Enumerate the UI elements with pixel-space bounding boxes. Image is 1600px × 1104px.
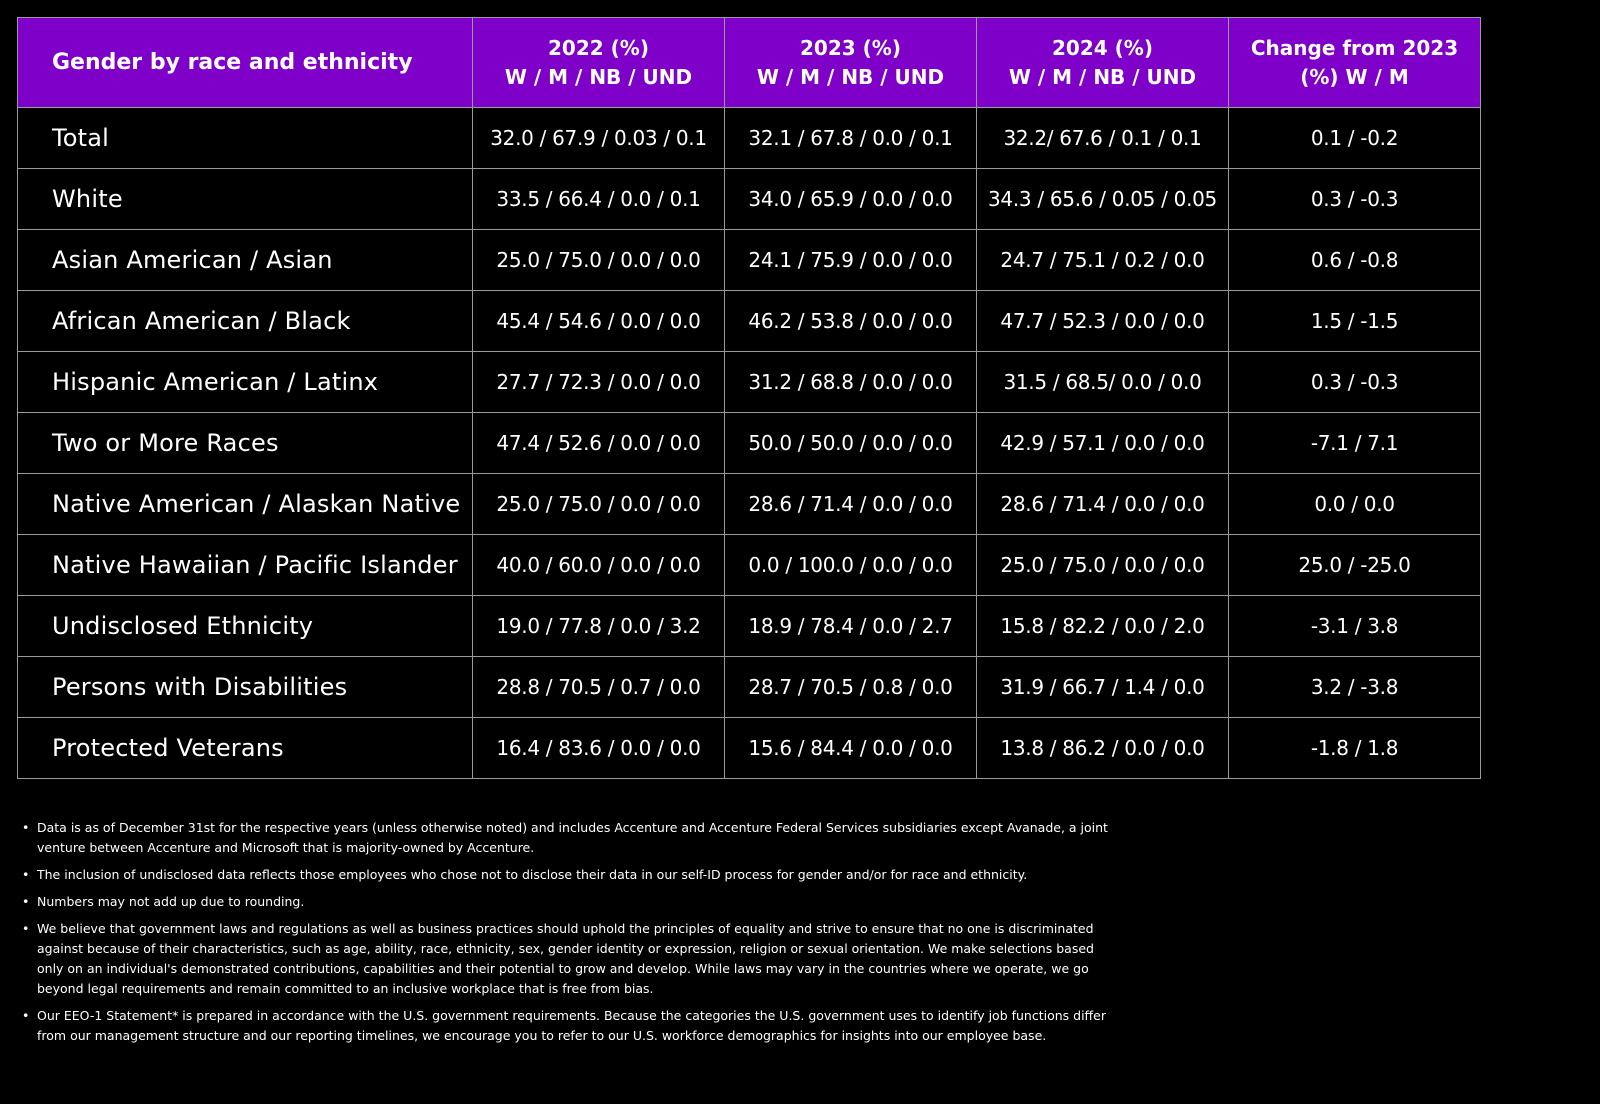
table-row bbox=[18, 169, 1481, 230]
demographics-table-container bbox=[17, 17, 1480, 779]
header-2023-year: 2023 (%) bbox=[800, 35, 901, 60]
cell-2024: 42.9 / 57.1 / 0.0 / 0.0 bbox=[977, 413, 1229, 474]
cell-2024: 28.6 / 71.4 / 0.0 / 0.0 bbox=[977, 474, 1229, 535]
cell-2023: 31.2 / 68.8 / 0.0 / 0.0 bbox=[725, 352, 977, 413]
row-label: Total bbox=[18, 108, 473, 169]
cell-2022: 33.5 / 66.4 / 0.0 / 0.1 bbox=[473, 169, 725, 230]
cell-2023: 15.6 / 84.4 / 0.0 / 0.0 bbox=[725, 718, 977, 779]
cell-2024: 31.5 / 68.5/ 0.0 / 0.0 bbox=[977, 352, 1229, 413]
row-label: Undisclosed Ethnicity bbox=[18, 596, 473, 657]
header-2024-sub: W / M / NB / UND bbox=[1008, 64, 1197, 89]
header-2023 bbox=[725, 18, 977, 108]
table-row bbox=[18, 413, 1481, 474]
cell-2022: 40.0 / 60.0 / 0.0 / 0.0 bbox=[473, 535, 725, 596]
cell-change: -1.8 / 1.8 bbox=[1229, 718, 1481, 779]
bullet-icon: • bbox=[22, 894, 30, 909]
cell-2022: 32.0 / 67.9 / 0.03 / 0.1 bbox=[473, 108, 725, 169]
cell-2023: 0.0 / 100.0 / 0.0 / 0.0 bbox=[725, 535, 977, 596]
row-label: Persons with Disabilities bbox=[18, 657, 473, 718]
header-category bbox=[18, 18, 473, 108]
cell-2023: 24.1 / 75.9 / 0.0 / 0.0 bbox=[725, 230, 977, 291]
footnotes-list bbox=[22, 818, 1112, 1053]
cell-change: 0.6 / -0.8 bbox=[1229, 230, 1481, 291]
table-row bbox=[18, 108, 1481, 169]
cell-2023: 28.7 / 70.5 / 0.8 / 0.0 bbox=[725, 657, 977, 718]
header-change-title: Change from 2023 bbox=[1250, 35, 1459, 60]
cell-2024: 47.7 / 52.3 / 0.0 / 0.0 bbox=[977, 291, 1229, 352]
cell-change: 0.1 / -0.2 bbox=[1229, 108, 1481, 169]
cell-2024: 15.8 / 82.2 / 0.0 / 2.0 bbox=[977, 596, 1229, 657]
table-row bbox=[18, 657, 1481, 718]
cell-2024: 32.2/ 67.6 / 0.1 / 0.1 bbox=[977, 108, 1229, 169]
cell-2022: 25.0 / 75.0 / 0.0 / 0.0 bbox=[473, 474, 725, 535]
header-change-sub: (%) W / M bbox=[1300, 64, 1409, 89]
cell-2023: 50.0 / 50.0 / 0.0 / 0.0 bbox=[725, 413, 977, 474]
cell-2022: 16.4 / 83.6 / 0.0 / 0.0 bbox=[473, 718, 725, 779]
cell-change: -7.1 / 7.1 bbox=[1229, 413, 1481, 474]
cell-2023: 18.9 / 78.4 / 0.0 / 2.7 bbox=[725, 596, 977, 657]
table-row bbox=[18, 352, 1481, 413]
bullet-icon: • bbox=[22, 867, 30, 882]
table-row bbox=[18, 596, 1481, 657]
row-label: Native American / Alaskan Native bbox=[18, 474, 473, 535]
table-row bbox=[18, 718, 1481, 779]
row-label: Hispanic American / Latinx bbox=[18, 352, 473, 413]
cell-change: 1.5 / -1.5 bbox=[1229, 291, 1481, 352]
table-row bbox=[18, 535, 1481, 596]
row-label: African American / Black bbox=[18, 291, 473, 352]
cell-2022: 25.0 / 75.0 / 0.0 / 0.0 bbox=[473, 230, 725, 291]
bullet-icon: • bbox=[22, 820, 30, 835]
table-header-row bbox=[18, 18, 1481, 108]
cell-2024: 24.7 / 75.1 / 0.2 / 0.0 bbox=[977, 230, 1229, 291]
footnote-item bbox=[22, 919, 1112, 999]
header-change bbox=[1229, 18, 1481, 108]
row-label: Protected Veterans bbox=[18, 718, 473, 779]
footnote-text: Our EEO-1 Statement* is prepared in accordance with the U.S. government requirements. Because the categories the U.S. government uses to identify job functions differ from our management structure and our reporting timelines, we encourage you to refer to our U.S. workforce demographics for insights into our employee base. bbox=[37, 1008, 1106, 1043]
cell-2022: 19.0 / 77.8 / 0.0 / 3.2 bbox=[473, 596, 725, 657]
header-category-label: Gender by race and ethnicity bbox=[52, 50, 413, 75]
cell-2024: 34.3 / 65.6 / 0.05 / 0.05 bbox=[977, 169, 1229, 230]
header-2024 bbox=[977, 18, 1229, 108]
footnote-item bbox=[22, 865, 1112, 885]
table-row bbox=[18, 230, 1481, 291]
table-row bbox=[18, 474, 1481, 535]
footnote-item bbox=[22, 1006, 1112, 1046]
header-2024-year: 2024 (%) bbox=[1052, 35, 1153, 60]
cell-change: 0.3 / -0.3 bbox=[1229, 352, 1481, 413]
cell-change: 25.0 / -25.0 bbox=[1229, 535, 1481, 596]
cell-change: 3.2 / -3.8 bbox=[1229, 657, 1481, 718]
cell-2023: 46.2 / 53.8 / 0.0 / 0.0 bbox=[725, 291, 977, 352]
row-label: Native Hawaiian / Pacific Islander bbox=[18, 535, 473, 596]
header-2022 bbox=[473, 18, 725, 108]
cell-change: -3.1 / 3.8 bbox=[1229, 596, 1481, 657]
cell-2022: 28.8 / 70.5 / 0.7 / 0.0 bbox=[473, 657, 725, 718]
row-label: Asian American / Asian bbox=[18, 230, 473, 291]
bullet-icon: • bbox=[22, 1008, 30, 1023]
bullet-icon: • bbox=[22, 921, 30, 936]
footnote-item bbox=[22, 818, 1112, 858]
header-2022-year: 2022 (%) bbox=[548, 35, 649, 60]
cell-2023: 32.1 / 67.8 / 0.0 / 0.1 bbox=[725, 108, 977, 169]
cell-2024: 31.9 / 66.7 / 1.4 / 0.0 bbox=[977, 657, 1229, 718]
gender-by-race-table bbox=[17, 17, 1481, 779]
row-label: Two or More Races bbox=[18, 413, 473, 474]
row-label: White bbox=[18, 169, 473, 230]
footnote-text: The inclusion of undisclosed data reflects those employees who chose not to disclose their data in our self-ID process for gender and/or for race and ethnicity. bbox=[37, 867, 1028, 882]
table-body bbox=[18, 108, 1481, 779]
cell-2022: 27.7 / 72.3 / 0.0 / 0.0 bbox=[473, 352, 725, 413]
footnote-text: Data is as of December 31st for the respective years (unless otherwise noted) and includes Accenture and Accenture Federal Services subsidiaries except Avanade, a joint venture between Accenture and Microsoft that is majority-owned by Accenture. bbox=[37, 820, 1108, 855]
table-row bbox=[18, 291, 1481, 352]
cell-2022: 47.4 / 52.6 / 0.0 / 0.0 bbox=[473, 413, 725, 474]
cell-2024: 25.0 / 75.0 / 0.0 / 0.0 bbox=[977, 535, 1229, 596]
cell-change: 0.3 / -0.3 bbox=[1229, 169, 1481, 230]
cell-2022: 45.4 / 54.6 / 0.0 / 0.0 bbox=[473, 291, 725, 352]
cell-2023: 28.6 / 71.4 / 0.0 / 0.0 bbox=[725, 474, 977, 535]
cell-2023: 34.0 / 65.9 / 0.0 / 0.0 bbox=[725, 169, 977, 230]
footnote-text: Numbers may not add up due to rounding. bbox=[37, 894, 305, 909]
footnote-text: We believe that government laws and regulations as well as business practices should uphold the principles of equality and strive to ensure that no one is discriminated against because of their characteristics, such as age, ability, race, ethnicity, sex, gender identity or expression, religion or sexual orientation. We make selections based only on an individual's demonstrated contributions, capabilities and their potential to grow and develop. While laws may vary in the countries where we operate, we go beyond legal requirements and remain committed to an inclusive workplace that is free from bias. bbox=[37, 921, 1094, 996]
header-2022-sub: W / M / NB / UND bbox=[504, 64, 693, 89]
cell-2024: 13.8 / 86.2 / 0.0 / 0.0 bbox=[977, 718, 1229, 779]
footnote-item bbox=[22, 892, 1112, 912]
header-2023-sub: W / M / NB / UND bbox=[756, 64, 945, 89]
cell-change: 0.0 / 0.0 bbox=[1229, 474, 1481, 535]
